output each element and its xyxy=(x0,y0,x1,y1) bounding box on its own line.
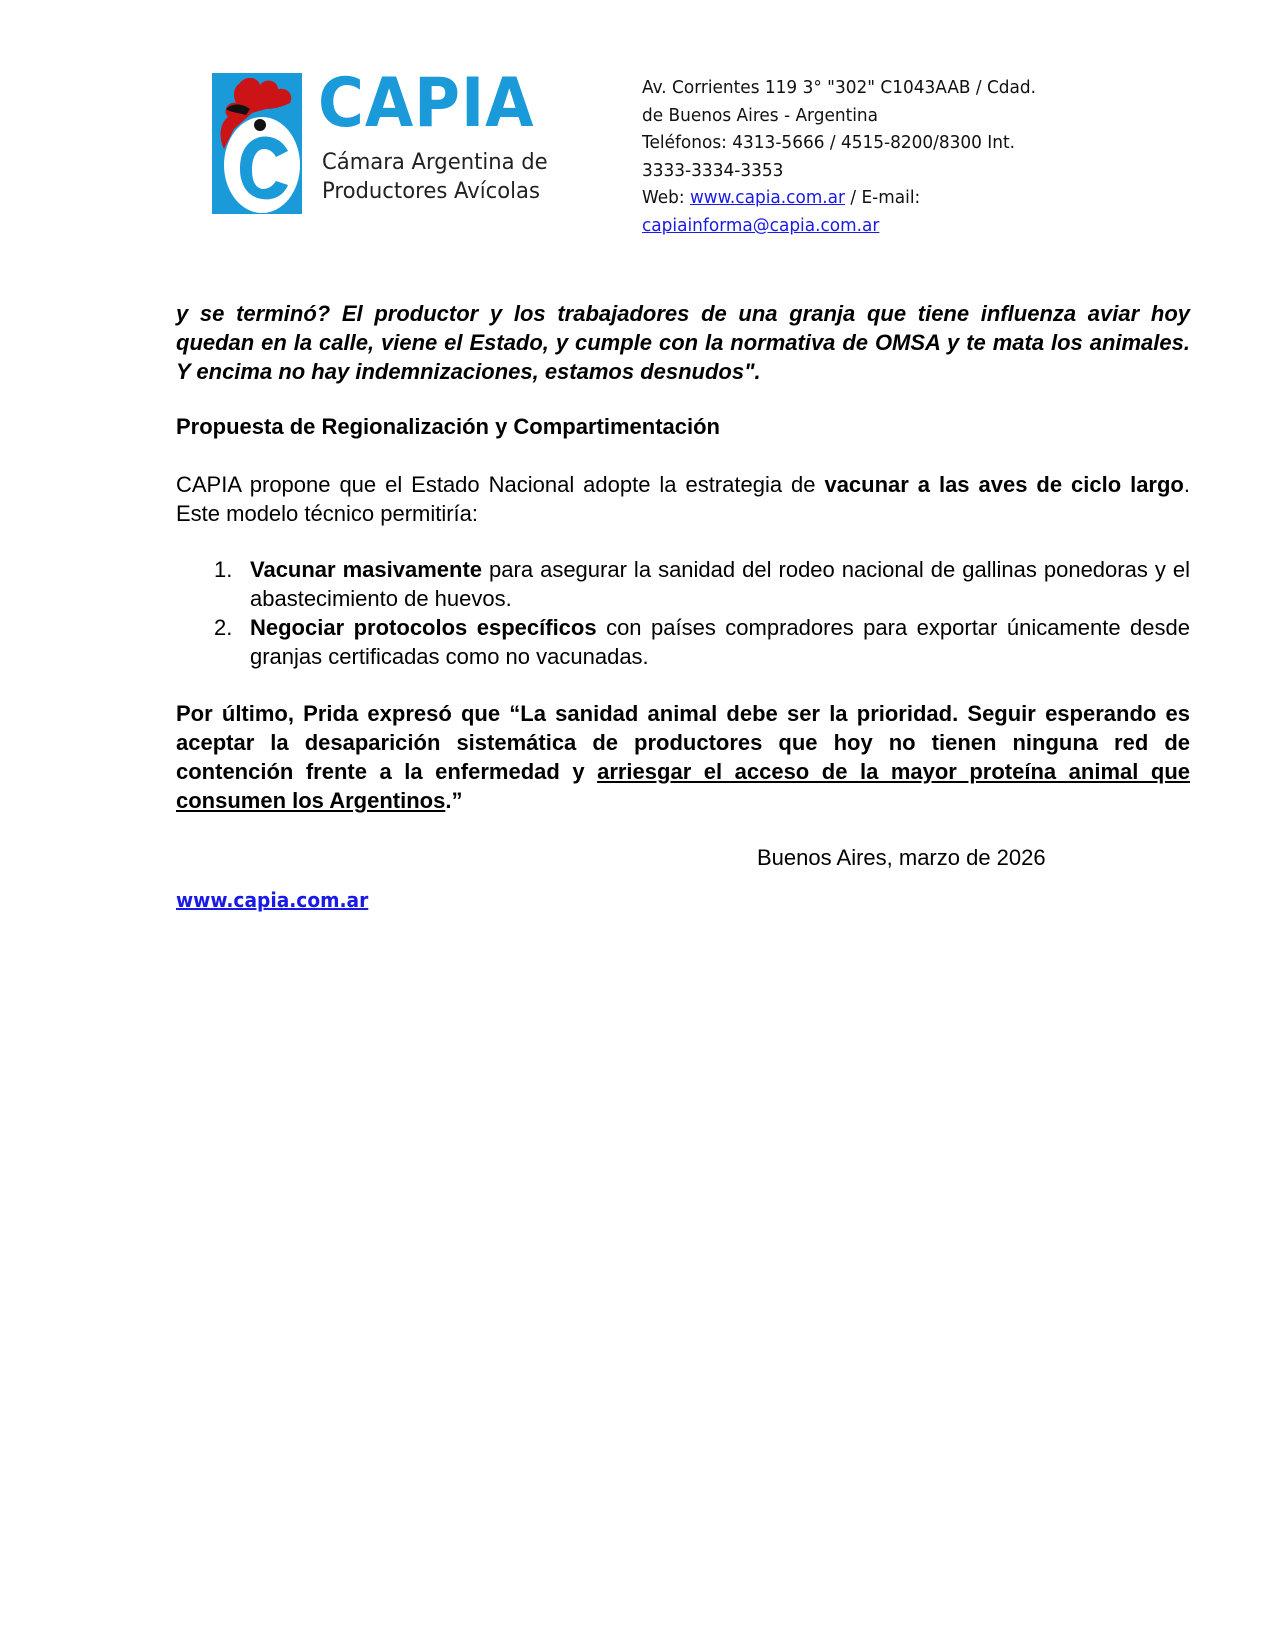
list-item-bold: Negociar protocolos específicos xyxy=(250,615,597,640)
proposal-paragraph xyxy=(176,470,1190,528)
list-item-text: con países compradores para exportar únicamente desde granjas certificadas como no vacunadas. xyxy=(250,615,1190,669)
list-number: 1. xyxy=(214,557,233,582)
rooster-c-logo-icon xyxy=(212,73,302,214)
closing-end: .” xyxy=(445,788,463,813)
web-email-line xyxy=(642,184,1036,212)
email-line xyxy=(642,212,1036,240)
closing-underlined: arriesgar el acceso de la mayor proteína animal que consumen los Argentinos xyxy=(176,759,1190,813)
address-line2: de Buenos Aires - Argentina xyxy=(642,104,879,126)
closing-paragraph xyxy=(176,699,1190,815)
list-item xyxy=(210,555,1190,613)
signoff-date: Buenos Aires, marzo de 2026 xyxy=(757,845,1046,870)
email-label: / E-mail: xyxy=(845,187,921,209)
brand-subtitle xyxy=(322,148,548,206)
list-item xyxy=(210,613,1190,671)
brand-name: CAPIA xyxy=(318,64,535,143)
phones-line2: 3333-3334-3353 xyxy=(642,159,784,181)
web-link[interactable]: www.capia.com.ar xyxy=(689,187,846,209)
brand-subtitle-line2: Productores Avícolas xyxy=(322,179,540,204)
brand-subtitle-line1: Cámara Argentina de xyxy=(322,150,548,175)
section-heading: Propuesta de Regionalización y Compartimentación xyxy=(176,414,720,439)
list-item-text: para asegurar la sanidad del rodeo nacional de gallinas ponedoras y el abastecimiento de huevos. xyxy=(250,557,1190,611)
quote-paragraph: y se terminó? El productor y los trabajadores de una granja que tiene influenza aviar hoy quedan en la calle, viene el Estado, y cumple con la normativa de OMSA y te mata los animales. Y encima no hay indemnizaciones, estamos desnudos". xyxy=(176,301,1190,384)
address-line1: Av. Corrientes 119 3° "302" C1043AAB / Cdad. xyxy=(642,77,1037,98)
list-item-bold: Vacunar masivamente xyxy=(250,557,483,582)
contact-block xyxy=(642,74,1036,240)
email-link[interactable]: capiainforma@capia.com.ar xyxy=(642,214,880,236)
web-label: Web: xyxy=(642,187,690,209)
proposal-list xyxy=(210,555,1190,671)
proposal-bold: vacunar a las aves de ciclo largo xyxy=(824,472,1184,497)
list-number: 2. xyxy=(214,615,233,640)
proposal-text-after: . Este modelo técnico permitiría: xyxy=(176,472,1190,526)
proposal-text-before: CAPIA propone que el Estado Nacional adopte la estrategia de xyxy=(176,472,825,497)
footer-website-link[interactable]: www.capia.com.ar xyxy=(176,888,369,912)
phones-line1: Teléfonos: 4313-5666 / 4515-8200/8300 Int. xyxy=(642,132,1016,154)
closing-text: Por último, Prida expresó que “La sanidad animal debe ser la prioridad. Seguir esperando es aceptar la desaparición sistemática de productores que hoy no tienen ninguna red de contención frente a la enfermedad y xyxy=(176,701,1190,784)
